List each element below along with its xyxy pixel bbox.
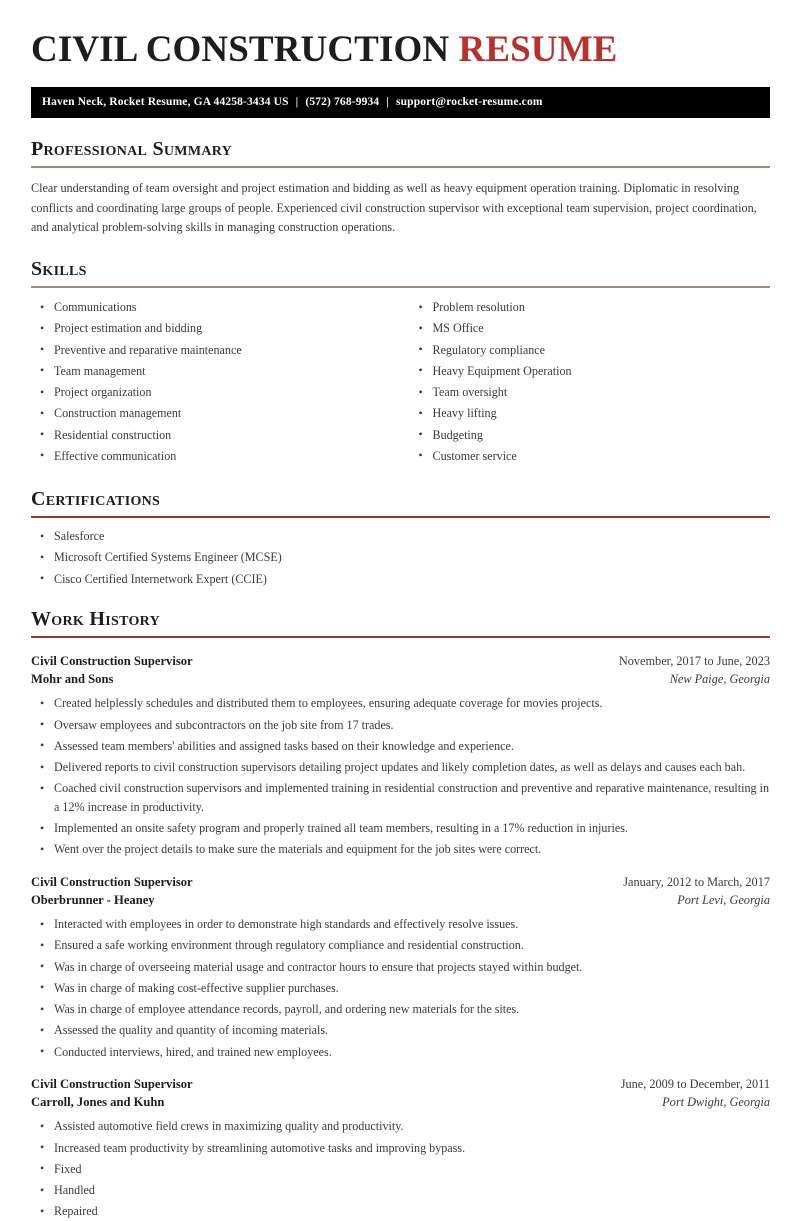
job-company: Carroll, Jones and Kuhn	[31, 1095, 165, 1110]
list-item: • Was in charge of employee attendance records, payroll, and ordering new materials for the sites.	[31, 1000, 770, 1019]
list-item: • Conducted interviews, hired, and trained new employees.	[31, 1043, 770, 1062]
list-item: • Created helplessly schedules and distributed them to employees, ensuring adequate coverage for movies projects.	[31, 694, 770, 713]
list-item: • Construction management	[31, 404, 401, 423]
list-item: • Customer service	[410, 447, 771, 466]
job-responsibilities	[31, 915, 770, 1061]
job-company: Oberbrunner - Heaney	[31, 893, 155, 908]
section-title-professional-summary: Professional Summary	[31, 137, 233, 160]
section-certifications	[31, 488, 770, 588]
section-divider	[31, 286, 770, 288]
job-title: Civil Construction Supervisor	[31, 875, 193, 890]
job-dates: January, 2012 to March, 2017	[623, 875, 770, 890]
list-item: • Salesforce	[31, 527, 770, 546]
job-header-row	[31, 875, 770, 890]
section-divider	[31, 516, 770, 518]
job-subheader-row	[31, 669, 770, 687]
list-item: • Went over the project details to make sure the materials and equipment for the job sites were correct.	[31, 840, 770, 859]
job-header-row	[31, 654, 770, 669]
page-title-primary: CIVIL CONSTRUCTION	[31, 29, 450, 70]
section-divider	[31, 636, 770, 638]
list-item: • Budgeting	[410, 426, 771, 445]
page-title-accent: RESUME	[458, 29, 618, 70]
page-title	[31, 30, 770, 70]
list-item: • Regulatory compliance	[410, 341, 771, 360]
list-item: • Cisco Certified Internetwork Expert (CCIE)	[31, 570, 770, 589]
section-title-skills: Skills	[31, 258, 87, 281]
contact-address: Haven Neck, Rocket Resume, GA 44258-3434 US	[42, 96, 289, 109]
job-title: Civil Construction Supervisor	[31, 654, 193, 669]
list-item: • Increased team productivity by streamlining automotive tasks and improving bypass.	[31, 1139, 770, 1158]
contact-separator-2: |	[386, 96, 389, 109]
section-title-certifications: Certifications	[31, 488, 161, 511]
section-title-work-history: Work History	[31, 608, 160, 631]
job-header-row	[31, 1077, 770, 1092]
list-item: • Assessed the quality and quantity of incoming materials.	[31, 1021, 770, 1040]
contact-phone: (572) 768-9934	[305, 96, 380, 109]
job-location: Port Dwight, Georgia	[662, 1095, 770, 1110]
list-item: • Preventive and reparative maintenance	[31, 341, 401, 360]
section-skills	[31, 258, 770, 468]
list-item: • Microsoft Certified Systems Engineer (MCSE)	[31, 548, 770, 567]
list-item: • Handled	[31, 1181, 770, 1200]
list-item: • Residential construction	[31, 426, 401, 445]
list-item: • MS Office	[410, 319, 771, 338]
section-professional-summary	[31, 138, 770, 238]
list-item: • Heavy Equipment Operation	[410, 362, 771, 381]
job-subheader-row	[31, 1092, 770, 1110]
work-history-entry	[31, 1077, 770, 1221]
contact-email: support@rocket-resume.com	[396, 96, 543, 109]
skills-column-left	[31, 298, 401, 468]
job-subheader-row	[31, 890, 770, 908]
section-divider	[31, 166, 770, 168]
list-item: • Ensured a safe working environment through regulatory compliance and residential construction.	[31, 936, 770, 955]
certifications-list	[31, 527, 770, 588]
contact-separator-1: |	[295, 96, 299, 109]
list-item: • Fixed	[31, 1160, 770, 1179]
work-history-entry	[31, 875, 770, 1061]
job-responsibilities	[31, 1117, 770, 1221]
list-item: • Coached civil construction supervisors and implemented training in residential construction and preventive and reparative maintenance, resulting in a 12% increase in productivity.	[31, 779, 770, 816]
list-item: • Effective communication	[31, 447, 401, 466]
list-item: • Problem resolution	[410, 298, 771, 317]
job-dates: June, 2009 to December, 2011	[620, 1077, 770, 1092]
section-work-history	[31, 608, 770, 1221]
list-item: • Was in charge of overseeing material usage and contractor hours to ensure that projects stayed within budget.	[31, 958, 770, 977]
list-item: • Repaired	[31, 1202, 770, 1221]
list-item: • Heavy lifting	[410, 404, 771, 423]
list-item: • Implemented an onsite safety program and properly trained all team members, resulting in a 17% reduction in injuries.	[31, 819, 770, 838]
job-location: Port Levi, Georgia	[677, 893, 770, 908]
list-item: • Project estimation and bidding	[31, 319, 401, 338]
skills-column-right	[401, 298, 771, 468]
list-item: • Assessed team members' abilities and assigned tasks based on their knowledge and experience.	[31, 737, 770, 756]
list-item: • Oversaw employees and subcontractors on the job site from 17 trades.	[31, 716, 770, 735]
list-item: • Delivered reports to civil construction supervisors detailing project updates and likely completion dates, as well as delays and causes each bah.	[31, 758, 770, 777]
job-responsibilities	[31, 694, 770, 859]
professional-summary-text: Clear understanding of team oversight and project estimation and bidding as well as heavy equipment operation training. Diplomatic in resolving conflicts and coordinating large groups of people. Experienced civil construction supervisor with exceptional team supervision, project coordination, and analytical problem-solving skills in managing construction operations.	[31, 180, 757, 235]
work-history-entry	[31, 654, 770, 859]
contact-bar	[31, 87, 770, 118]
list-item: • Interacted with employees in order to demonstrate high standards and effectively resolve issues.	[31, 915, 770, 934]
list-item: • Was in charge of making cost-effective supplier purchases.	[31, 979, 770, 998]
job-dates: November, 2017 to June, 2023	[618, 654, 770, 669]
list-item: • Project organization	[31, 383, 401, 402]
list-item: • Team oversight	[410, 383, 771, 402]
job-company: Mohr and Sons	[31, 672, 114, 687]
list-item: • Communications	[31, 298, 401, 317]
list-item: • Assisted automotive field crews in maximizing quality and productivity.	[31, 1117, 770, 1136]
job-title: Civil Construction Supervisor	[31, 1077, 193, 1092]
list-item: • Team management	[31, 362, 401, 381]
job-location: New Paige, Georgia	[669, 672, 770, 687]
skills-columns	[31, 292, 770, 468]
